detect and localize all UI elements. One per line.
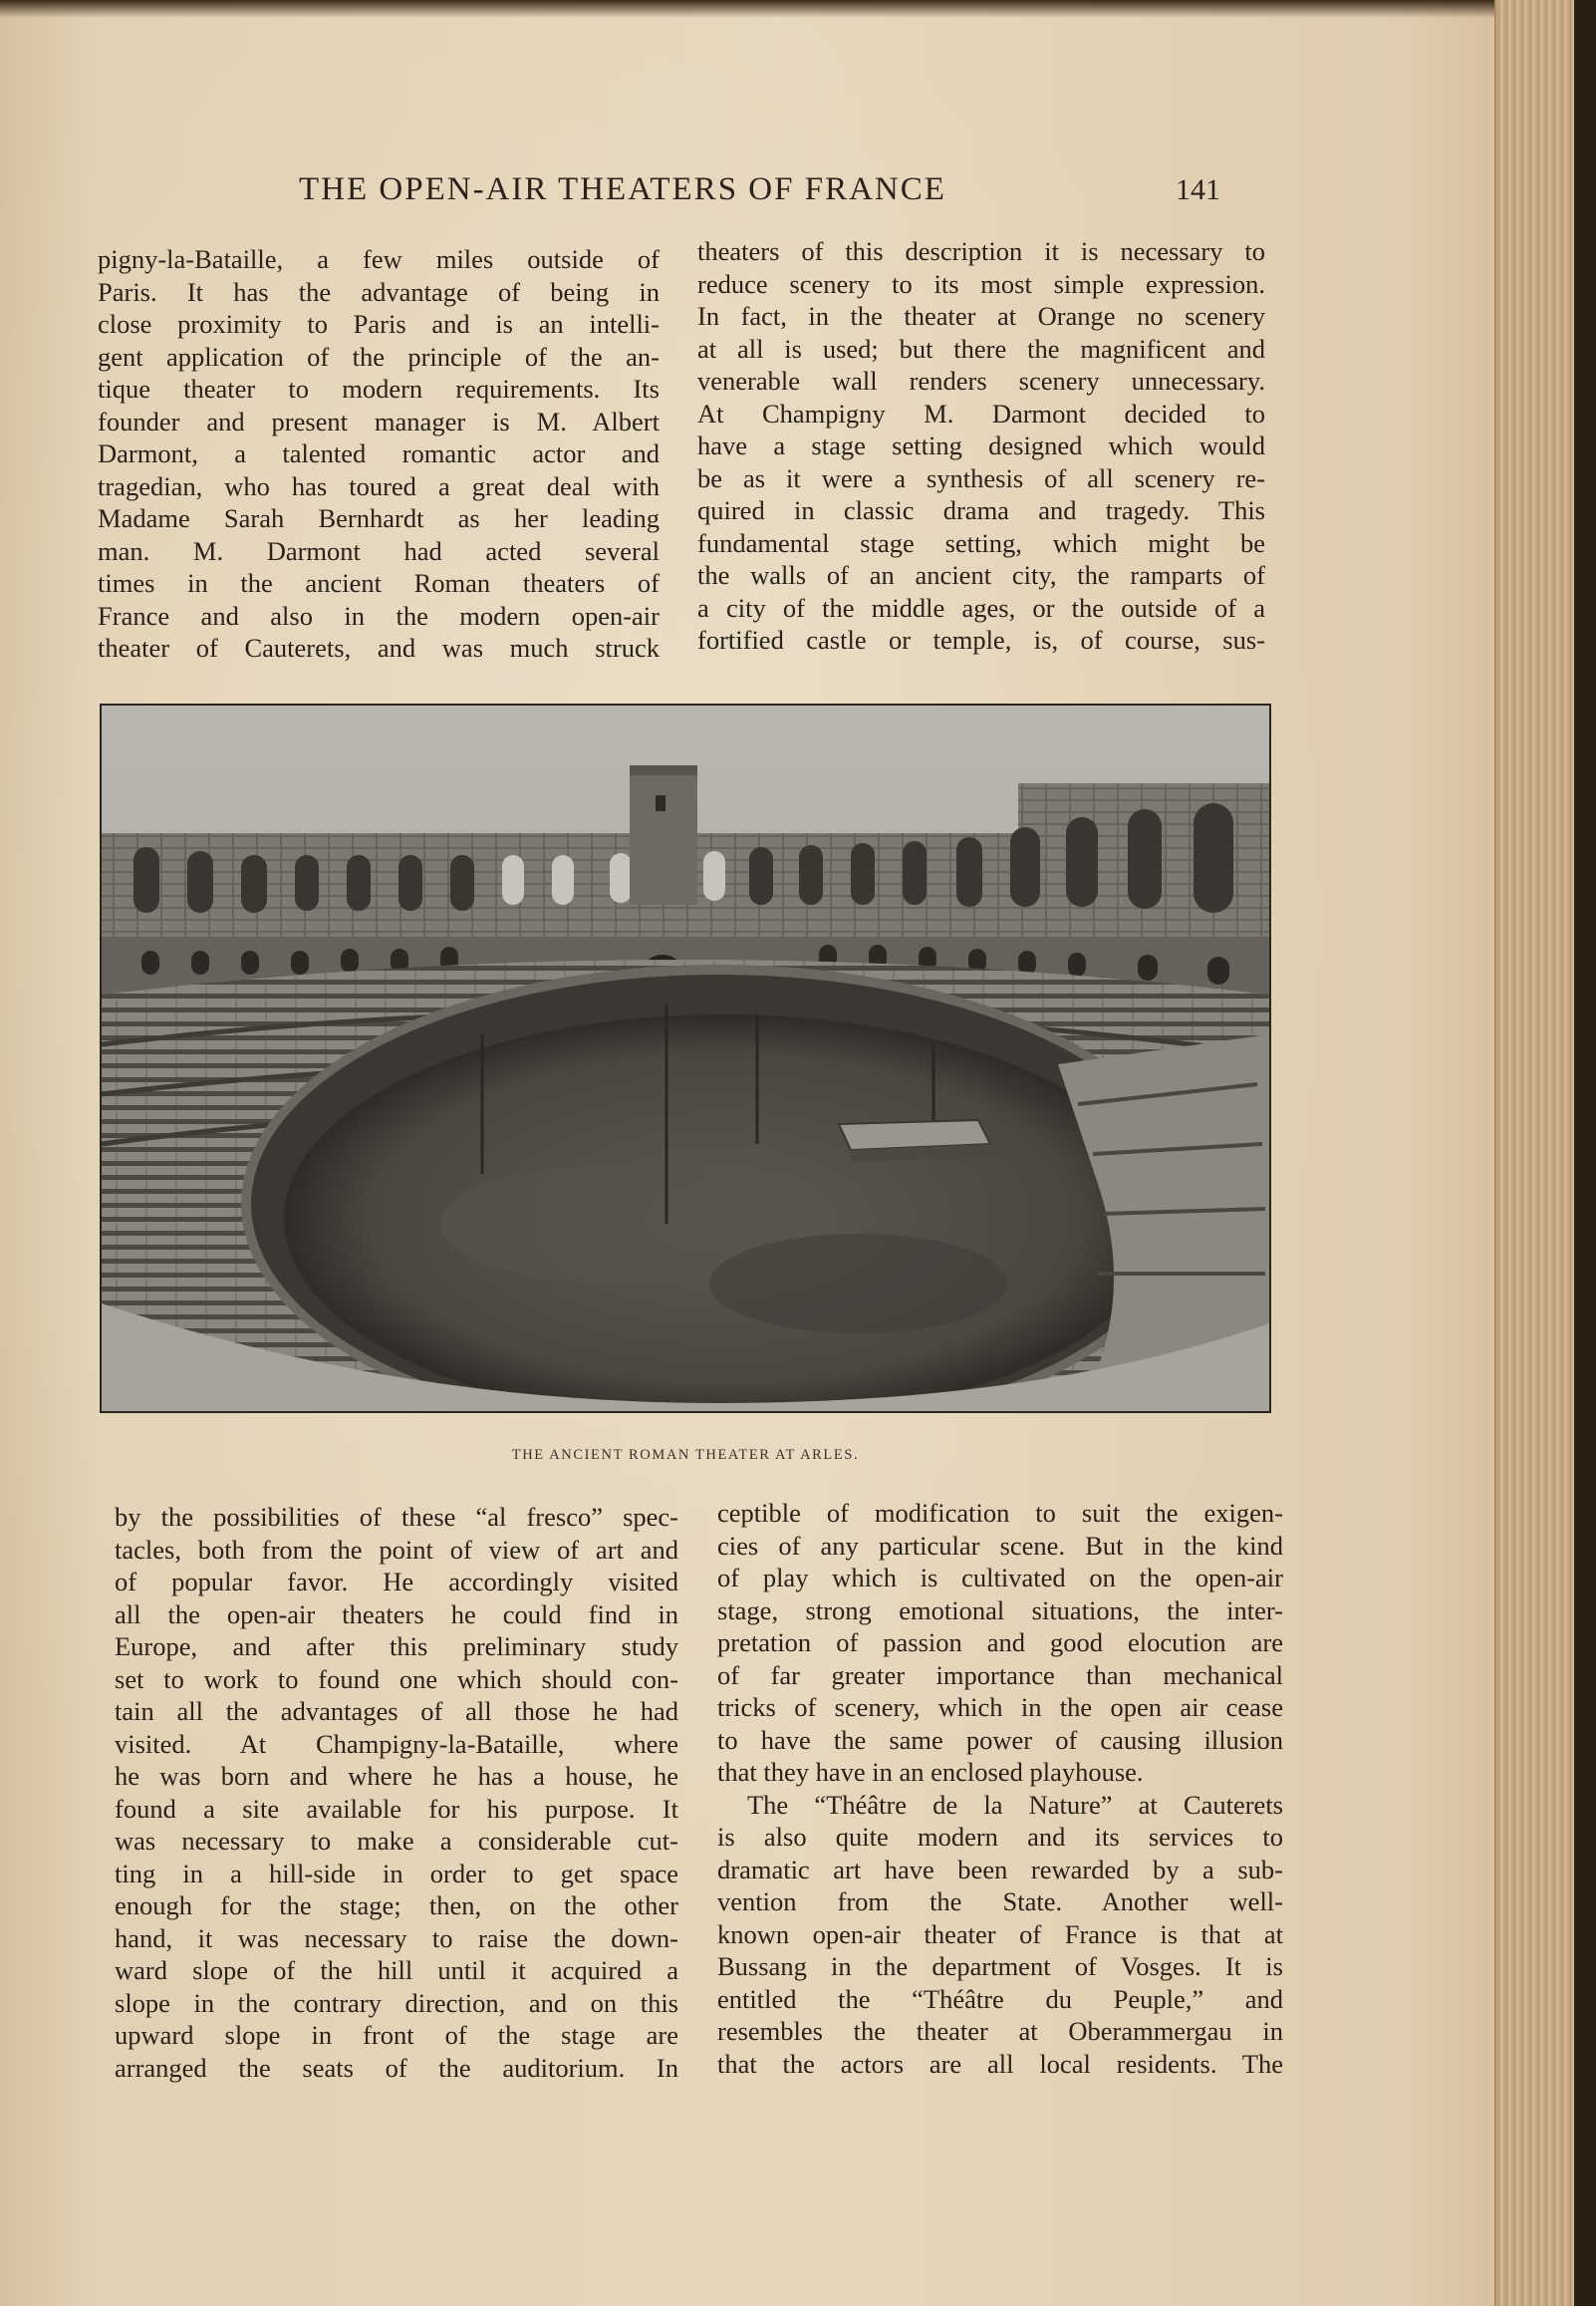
top-left-column: [98, 243, 660, 665]
text-line: a city of the middle ages, or the outside of a: [697, 592, 1265, 623]
text-line: ceptible of modification to suit the exigen-: [717, 1498, 1283, 1528]
text-line: theaters of this description it is necessary to: [697, 236, 1265, 266]
text-line: is also quite modern and its services to: [717, 1822, 1283, 1852]
running-head: THE OPEN-AIR THEATERS OF FRANCE: [299, 171, 946, 207]
text-line: known open-air theater of France is that at: [717, 1918, 1283, 1949]
text-line: tique theater to modern requirements. Its: [98, 374, 660, 404]
text-line: man. M. Darmont had acted several: [98, 535, 660, 566]
text-line: of popular favor. He accordingly visited: [115, 1567, 678, 1596]
text-line: be as it were a synthesis of all scenery re-: [697, 462, 1265, 493]
text-line: enough for the stage; then, on the other: [115, 1890, 678, 1920]
text-line: venerable wall renders scenery unnecessary.: [697, 366, 1265, 396]
page-edges: [1494, 0, 1596, 2306]
text-line: pretation of passion and good elocution are: [717, 1627, 1283, 1657]
text-line: fortified castle or temple, is, of course, sus-: [697, 625, 1265, 655]
text-line: reduce scenery to its most simple expression.: [697, 268, 1265, 299]
text-line: quired in classic drama and tragedy. This: [697, 495, 1265, 525]
text-line: that the actors are all local residents. The: [717, 2048, 1283, 2079]
text-line: the walls of an ancient city, the ramparts of: [697, 560, 1265, 590]
text-line: arranged the seats of the auditorium. In: [115, 2052, 678, 2083]
text-line: founder and present manager is M. Albert: [98, 406, 660, 436]
text-line: fundamental stage setting, which might be: [697, 527, 1265, 558]
text-line: tricks of scenery, which in the open air cease: [717, 1692, 1283, 1722]
text-line: cies of any particular scene. But in the kind: [717, 1530, 1283, 1561]
text-line: he was born and where he has a house, he: [115, 1761, 678, 1791]
text-line: of far greater importance than mechanical: [717, 1659, 1283, 1690]
bottom-right-column: [717, 1497, 1283, 2080]
arena-photograph: [100, 704, 1271, 1413]
page-header: [299, 171, 1220, 221]
text-line: slope in the contrary direction, and on this: [115, 1987, 678, 2018]
page-top-shadow: [0, 0, 1596, 18]
top-right-column: [697, 235, 1265, 657]
text-line: close proximity to Paris and is an intelli-: [98, 309, 660, 339]
text-line: The “Théâtre de la Nature” at Cauterets: [747, 1789, 1283, 1820]
text-line: gent application of the principle of the an-: [98, 341, 660, 372]
text-line: upward slope in front of the stage are: [115, 2020, 678, 2050]
text-line: France and also in the modern open-air: [98, 600, 660, 631]
text-line: tragedian, who has toured a great deal with: [98, 470, 660, 501]
text-line: hand, it was necessary to raise the down-: [115, 1922, 678, 1953]
text-line: ting in a hill-side in order to get space: [115, 1858, 678, 1888]
text-line: tacles, both from the point of view of art and: [115, 1534, 678, 1565]
text-line: all the open-air theaters he could find in: [115, 1598, 678, 1629]
text-line: pigny-la-Bataille, a few miles outside of: [98, 244, 660, 274]
text-line: was necessary to make a considerable cut-: [115, 1826, 678, 1856]
text-line: of play which is cultivated on the open-air: [717, 1563, 1283, 1592]
text-line: tain all the advantages of all those he had: [115, 1696, 678, 1726]
text-line: at all is used; but there the magnificent and: [697, 333, 1265, 364]
text-line: dramatic art have been rewarded by a sub-: [717, 1854, 1283, 1884]
text-line: have a stage setting designed which would: [697, 431, 1265, 460]
text-line: entitled the “Théâtre du Peuple,” and: [717, 1983, 1283, 2014]
bottom-left-column: [115, 1501, 678, 2084]
text-line: In fact, in the theater at Orange no scenery: [697, 301, 1265, 331]
text-line: by the possibilities of these “al fresco” spec-: [115, 1502, 678, 1532]
text-line: vention from the State. Another well-: [717, 1886, 1283, 1916]
text-line: Bussang in the department of Vosges. It is: [717, 1951, 1283, 1981]
text-line: resembles the theater at Oberammergau in: [717, 2016, 1283, 2046]
text-line: that they have in an enclosed playhouse.: [717, 1757, 1144, 1787]
text-line: times in the ancient Roman theaters of: [98, 568, 660, 598]
text-line: Madame Sarah Bernhardt as her leading: [98, 503, 660, 533]
text-line: visited. At Champigny-la-Bataille, where: [115, 1728, 678, 1759]
text-line: Europe, and after this preliminary study: [115, 1631, 678, 1661]
text-line: At Champigny M. Darmont decided to: [697, 398, 1265, 429]
text-line: Paris. It has the advantage of being in: [98, 276, 660, 307]
text-line: to have the same power of causing illusion: [717, 1724, 1283, 1755]
text-line: stage, strong emotional situations, the inter-: [717, 1594, 1283, 1625]
text-line: Darmont, a talented romantic actor and: [98, 438, 660, 468]
text-line: set to work to found one which should con-: [115, 1663, 678, 1694]
text-line: theater of Cauterets, and was much struck: [98, 633, 660, 663]
text-line: found a site available for his purpose. It: [115, 1793, 678, 1824]
text-line: ward slope of the hill until it acquired a: [115, 1955, 678, 1985]
page-number: 141: [1176, 173, 1220, 206]
figure-caption: THE ANCIENT ROMAN THEATER AT ARLES.: [511, 1447, 860, 1463]
